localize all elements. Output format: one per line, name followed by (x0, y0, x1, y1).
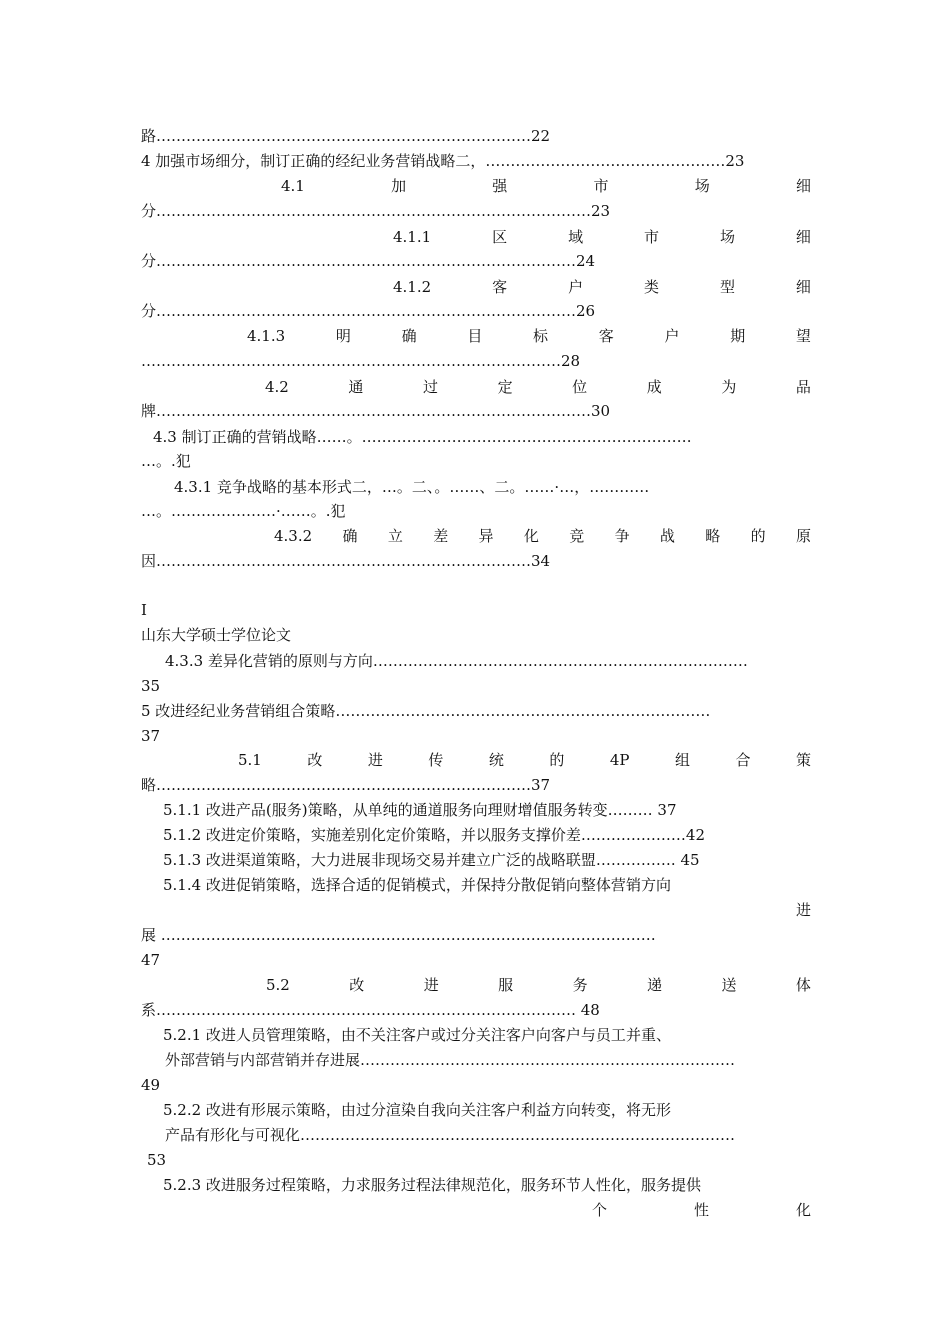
toc-spread-line: 4.1 加 强 市 场 细 (281, 177, 811, 195)
toc-line: 5.2.1 改进人员管理策略，由不关注客户或过分关注客户向客户与员工并重、 (163, 1026, 671, 1044)
toc-line: 5.1.4 改进促销策略，选择合适的促销模式，并保持分散促销向整体营销方向 (163, 876, 671, 894)
toc-line: 分…………………………………………………………………………26 (141, 302, 596, 320)
toc-line: 进 (795, 901, 811, 919)
toc-spread-line: 4.2 通 过 定 位 成 为 品 (265, 378, 811, 396)
toc-line: 4 加强市场细分，制订正确的经纪业务营销战略二，…………………………………………23 (141, 152, 745, 170)
toc-page-number: 35 (141, 677, 161, 695)
page-marker: I (141, 601, 147, 619)
toc-line: 略…………………………………………………………………37 (141, 776, 551, 794)
toc-line: 牌……………………………………………………………………………30 (141, 402, 611, 420)
toc-line: 5.1.3 改进渠道策略，大力进展非现场交易并建立广泛的战略联盟……………. 45 (163, 851, 700, 869)
toc-line: 外部营销与内部营销并存进展………………………………………………………………… (165, 1051, 736, 1069)
toc-line: 因…………………………………………………………………34 (141, 552, 551, 570)
toc-line: 分…………………………………………………………………………24 (141, 252, 596, 270)
toc-line: 5.1.1 改进产品(服务)策略，从单纯的通道服务向理财增值服务转变……… 37 (163, 801, 677, 819)
toc-line: 展 ……………………………………………………………………………………… (141, 926, 656, 944)
toc-line: …。.犯 (141, 452, 191, 470)
toc-line: …………………………………………………………………………28 (141, 352, 581, 370)
toc-line: 5.1.2 改进定价策略，实施差别化定价策略，并以服务支撑价差…………………42 (163, 826, 706, 844)
toc-spread-line: 4.3.2 确 立 差 异 化 竞 争 战 略 的 原 (274, 527, 811, 545)
toc-page-number: 37 (141, 727, 161, 745)
toc-line: 5.2.3 改进服务过程策略，力求服务过程法律规范化，服务环节人性化，服务提供 (163, 1176, 701, 1194)
toc-line: 4.3.1 竞争战略的基本形式二，…。二、。……、二。……·…，………… (174, 478, 650, 496)
toc-line: 5 改进经纪业务营销组合策略………………………………………………………………… (141, 702, 711, 720)
toc-line: 5.2.2 改进有形展示策略，由过分渲染自我向关注客户利益方向转变，将无形 (163, 1101, 671, 1119)
toc-page-number: 47 (141, 951, 161, 969)
toc-line: 分……………………………………………………………………………23 (141, 202, 611, 220)
running-header: 山东大学硕士学位论文 (141, 626, 292, 644)
toc-spread-line: 5.1 改 进 传 统 的 4P 组 合 策 (238, 751, 811, 769)
toc-line: …。…………………·……。.犯 (141, 502, 346, 520)
toc-spread-line: 4.1.2 客 户 类 型 细 (393, 278, 811, 296)
toc-line: 路…………………………………………………………………22 (141, 127, 551, 145)
toc-spread-line: 5.2 改 进 服 务 递 送 体 (266, 976, 811, 994)
toc-page-number: 49 (141, 1076, 161, 1094)
toc-spread-line: 个 性 化 (592, 1201, 811, 1219)
toc-line: 4.3.3 差异化营销的原则与方向………………………………………………………………… (165, 652, 748, 670)
toc-line: 系………………………………………………………………………… 48 (141, 1001, 600, 1019)
toc-line: 4.3 制订正确的营销战略……。………………………………………………………… (153, 428, 692, 446)
toc-spread-line: 4.1.3 明 确 目 标 客 户 期 望 (247, 327, 811, 345)
toc-spread-line: 4.1.1 区 域 市 场 细 (393, 228, 811, 246)
toc-line: 产品有形化与可视化…………………………………………………………………………… (165, 1126, 736, 1144)
toc-page-number: 53 (147, 1151, 167, 1169)
